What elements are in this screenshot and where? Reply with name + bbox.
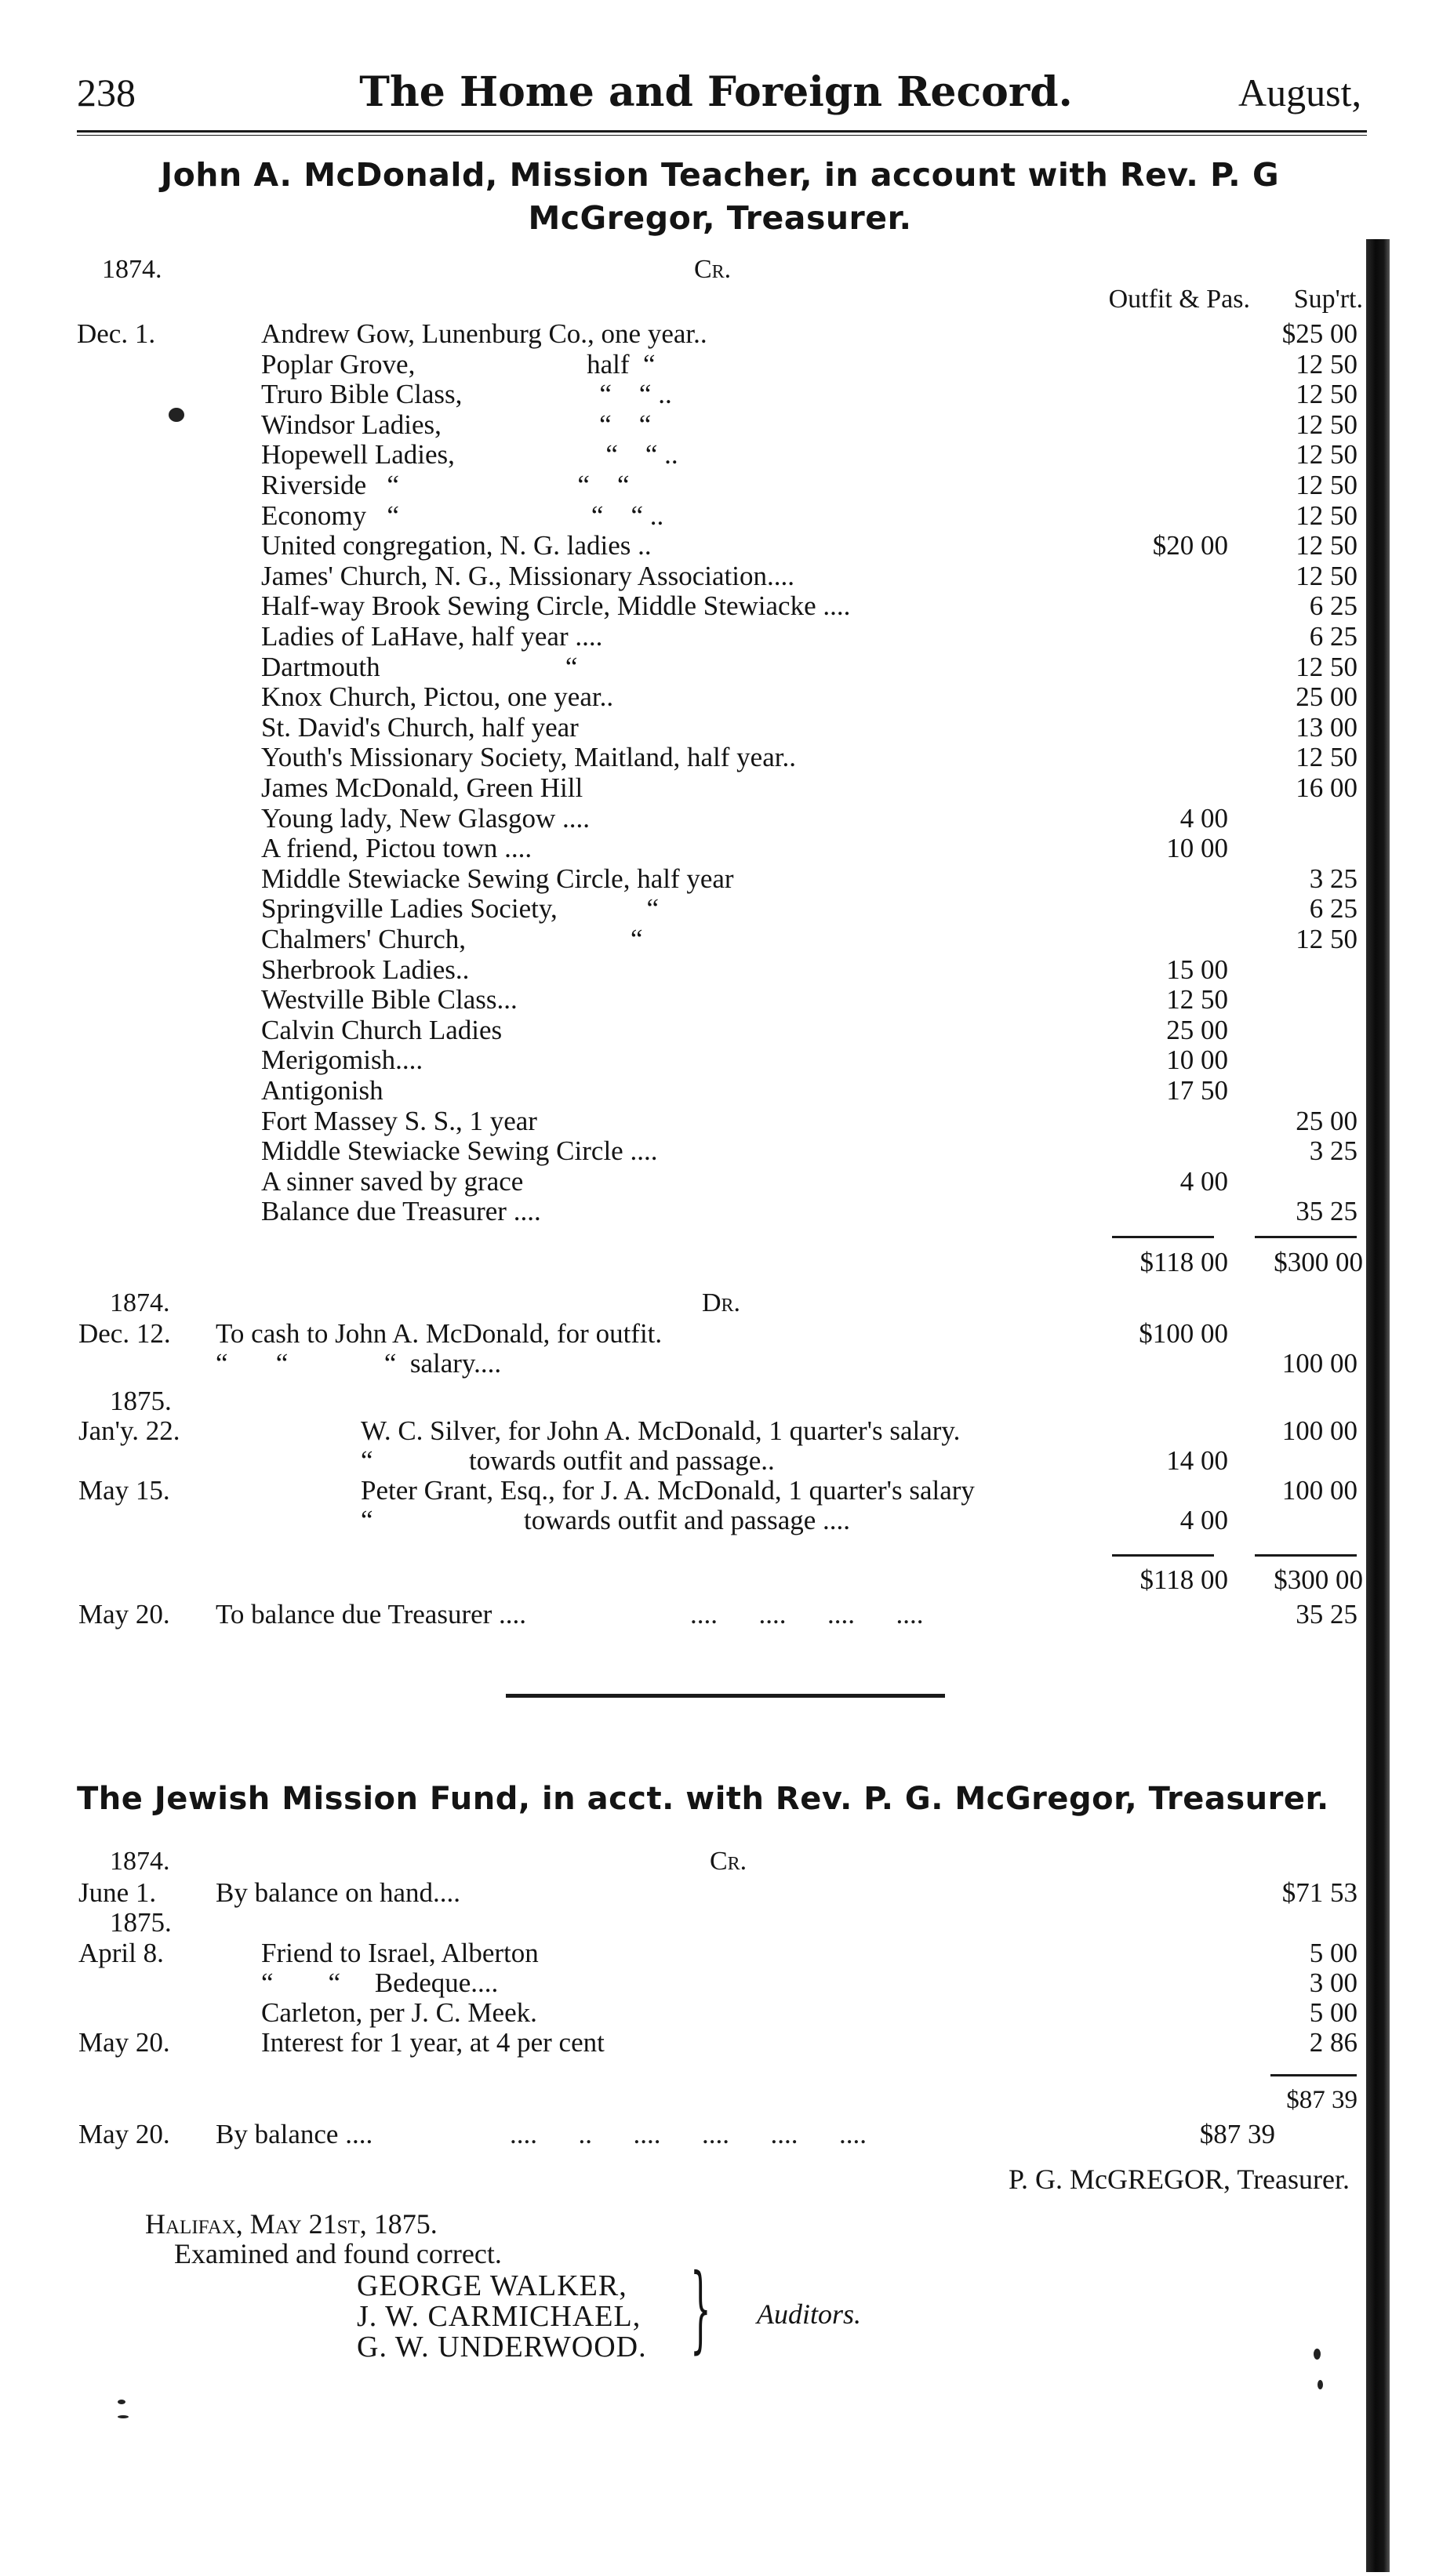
balance-date: May 20. [78,1599,170,1630]
auditor-2: J. W. CARMICHAEL, [357,2300,641,2333]
entry-support-amount: 6 25 [1309,893,1357,925]
cr-total-outfit: $118 00 [1139,1247,1228,1277]
entry-description: Youth's Missionary Society, Maitland, half year.. [261,742,796,773]
entry-outfit-amount: 4 00 [1179,1165,1228,1197]
jewish-title-text: The Jewish Mission Fund, in acct. with Rev. P. G. McGregor, Treasurer. [77,1781,1329,1817]
entry-description: Fort Massey S. S., 1 year [261,1105,537,1136]
mcdonald-title-line2: McGregor, Treasurer. [528,199,912,237]
cr-total-rule-outfit [1112,1236,1214,1238]
entry-date: Jan'y. 22. [78,1415,180,1446]
entry-date: May 20. [78,2027,170,2058]
entry-support-amount: 100 00 [1281,1415,1357,1446]
dot-leader: .... .. .... .... .... .... [510,2119,867,2149]
mcdonald-dr-year: 1874. [110,1288,170,1317]
jewish-row [0,1968,1432,1998]
auditors-label: Auditors. [757,2298,862,2330]
entry-support-amount: 12 50 [1296,348,1357,380]
jewish-total-rule [1270,2074,1357,2076]
credit-row [0,985,1432,1015]
credit-row [0,531,1432,561]
column-header-outfit: Outfit & Pas. [1108,285,1250,314]
auditors-brace: } [690,2254,711,2363]
debit-row [0,1506,1432,1535]
entry-amount: 3 00 [1309,1967,1357,1998]
entry-support-amount: $25 00 [1281,318,1357,349]
entry-description: Riverside “ “ “ [261,470,630,500]
entry-outfit-amount: 12 50 [1166,984,1228,1016]
auditor-1: GEORGE WALKER, [357,2269,627,2302]
entry-support-amount: 25 00 [1296,1105,1357,1136]
mcdonald-balance-row [0,1600,1432,1630]
debit-row [0,1319,1432,1349]
entry-amount: 5 00 [1309,1938,1357,1968]
debit-row [0,1446,1432,1476]
entry-support-amount: 6 25 [1309,590,1357,622]
credit-row [0,561,1432,591]
entry-description: W. C. Silver, for John A. McDonald, 1 quarter's salary. [361,1415,961,1446]
credit-row [0,1197,1432,1226]
entry-description: “ towards outfit and passage .... [361,1505,851,1535]
entry-description: Interest for 1 year, at 4 per cent [261,2027,605,2058]
ink-speck [1314,2349,1321,2360]
balance-desc: To balance due Treasurer .... [216,1599,527,1630]
entry-outfit-amount: 10 00 [1166,1045,1228,1076]
entry-support-amount: 100 00 [1281,1348,1357,1379]
credit-row [0,380,1432,409]
jewish-balance-row [0,2120,1432,2149]
entry-support-amount: 12 50 [1296,924,1357,954]
entry-date: April 8. [78,1938,164,1968]
entry-description: Truro Bible Class, “ “ .. [261,379,672,410]
mcdonald-account-title [77,154,1363,195]
entry-outfit-amount: 14 00 [1166,1445,1228,1476]
jewish-total: $87 39 [1286,2086,1357,2114]
entry-date: 1875. [110,1386,172,1416]
credit-row [0,743,1432,772]
entry-support-amount: 13 00 [1296,711,1357,743]
ink-speck [169,408,184,422]
entry-description: Peter Grant, Esq., for J. A. McDonald, 1 quarter's salary [361,1475,975,1506]
credit-row [0,804,1432,834]
ink-speck [1318,2380,1323,2389]
examined-note: Examined and found correct. [174,2238,502,2269]
jewish-balance-date: May 20. [78,2119,170,2149]
entry-description: St. David's Church, half year [261,711,579,743]
issue-month: August, [1238,71,1361,114]
debit-row [0,1416,1432,1446]
entry-description: Knox Church, Pictou, one year.. [261,681,614,713]
jewish-row [0,1998,1432,2028]
entry-date: Dec. 12. [78,1318,171,1349]
debit-row [0,1476,1432,1506]
entry-description: Friend to Israel, Alberton [261,1938,539,1968]
credit-row [0,350,1432,380]
journal-title: The Home and Foreign Record. [359,68,1073,116]
entry-outfit-amount: 4 00 [1179,1505,1228,1535]
entry-outfit-amount: $100 00 [1139,1318,1228,1349]
page-number: 238 [77,71,136,114]
entry-support-amount: 12 50 [1296,742,1357,773]
credit-row [0,652,1432,682]
credit-row [0,471,1432,500]
balance-amount: 35 25 [1296,1599,1357,1630]
jewish-row [0,1878,1432,1908]
credit-row [0,925,1432,954]
entry-description: A friend, Pictou town .... [261,833,532,864]
credit-row [0,1016,1432,1045]
entry-support-amount: 16 00 [1296,772,1357,803]
entry-date: May 15. [78,1475,170,1506]
mcdonald-cr-label: Cr. [694,255,732,284]
entry-description: Windsor Ladies, “ “ [261,409,652,440]
credit-row [0,410,1432,440]
debit-row [0,1349,1432,1379]
credit-row [0,1167,1432,1197]
treasurer-signature: P. G. McGREGOR, Treasurer. [1008,2164,1350,2195]
entry-support-amount: 12 50 [1296,379,1357,410]
cr-total-rule-support [1255,1236,1357,1238]
entry-description: Carleton, per J. C. Meek. [261,1997,537,2028]
entry-outfit-amount: 25 00 [1166,1014,1228,1045]
entry-amount: $71 53 [1281,1877,1357,1908]
entry-description: Ladies of LaHave, half year .... [261,621,603,652]
entry-description: To cash to John A. McDonald, for outfit. [216,1318,663,1349]
entry-support-amount: 12 50 [1296,439,1357,471]
entry-support-amount: 12 50 [1296,500,1357,531]
entry-description: Middle Stewiacke Sewing Circle, half year [261,863,734,894]
mcdonald-dr-label: Dr. [702,1288,741,1317]
entry-description: Merigomish.... [261,1045,423,1076]
scan-binding-shadow [1366,239,1390,2572]
entry-support-amount: 12 50 [1296,560,1357,591]
entry-description: “ “ “ salary.... [216,1348,502,1379]
credit-row [0,713,1432,743]
entry-description: Chalmers' Church, “ [261,924,643,954]
entry-description: Half-way Brook Sewing Circle, Middle Stewiacke .... [261,590,851,622]
credit-row [0,319,1432,349]
credit-row [0,1076,1432,1106]
entry-description: Poplar Grove, half “ [261,348,656,380]
entry-support-amount: 12 50 [1296,530,1357,561]
jewish-balance-desc: By balance .... [216,2119,373,2149]
entry-support-amount: 35 25 [1296,1196,1357,1227]
dr-total-rule-support [1255,1554,1357,1557]
entry-description: Middle Stewiacke Sewing Circle .... [261,1135,658,1167]
entry-date: June 1. [78,1877,157,1908]
credit-row [0,591,1432,621]
auditor-3: G. W. UNDERWOOD. [357,2331,647,2363]
mcdonald-account-title-2 [77,198,1363,238]
debit-row [0,1386,1432,1416]
credit-row [0,622,1432,652]
entry-amount: 5 00 [1309,1997,1357,2028]
entry-description: By balance on hand.... [216,1877,460,1908]
credit-row [0,682,1432,712]
entry-outfit-amount: 15 00 [1166,954,1228,985]
entry-description: Balance due Treasurer .... [261,1196,541,1227]
jewish-row [0,1938,1432,1968]
entry-description: Economy “ “ “ .. [261,500,664,531]
entry-description: Sherbrook Ladies.. [261,954,470,985]
entry-description: Springville Ladies Society, “ [261,893,660,925]
header-rule [77,130,1367,133]
entry-description: Andrew Gow, Lunenburg Co., one year.. [261,318,707,349]
jewish-row [0,1908,1432,1938]
entry-outfit-amount: 10 00 [1166,833,1228,864]
column-header-support: Sup'rt. [1293,285,1363,314]
credit-row [0,440,1432,470]
dot-leader: .... .... .... .... [690,1599,924,1630]
credit-row [0,773,1432,803]
ink-speck [118,2415,129,2418]
entry-description: A sinner saved by grace [261,1165,524,1197]
entry-description: Westville Bible Class... [261,984,518,1016]
credit-row [0,1045,1432,1075]
entry-description: “ “ Bedeque.... [261,1967,499,1998]
entry-date: 1875. [110,1907,172,1938]
ink-speck [118,2400,125,2404]
header-rule-thin [77,135,1367,136]
entry-support-amount: 12 50 [1296,470,1357,500]
section-divider [506,1694,945,1698]
entry-description: Calvin Church Ladies [261,1014,503,1045]
entry-description: Young lady, New Glasgow .... [261,802,591,834]
jewish-cr-label: Cr. [710,1847,747,1876]
place-date: Halifax, May 21st, 1875. [145,2208,438,2240]
entry-support-amount: 100 00 [1281,1475,1357,1506]
entry-support-amount: 6 25 [1309,621,1357,652]
entry-description: Dartmouth “ [261,651,578,682]
entry-support-amount: 25 00 [1296,681,1357,713]
dr-total-rule-outfit [1112,1554,1214,1557]
credit-row [0,1136,1432,1166]
entry-outfit-amount: $20 00 [1152,530,1228,561]
jewish-year: 1874. [110,1847,170,1876]
entry-description: Hopewell Ladies, “ “ .. [261,439,678,471]
credit-row [0,834,1432,863]
entry-support-amount: 3 25 [1309,863,1357,894]
credit-row [0,864,1432,894]
cr-total-support: $300 00 [1274,1247,1363,1277]
entry-description: “ towards outfit and passage.. [361,1445,775,1476]
entry-date: Dec. 1. [77,318,156,349]
mcdonald-title-line1: John A. McDonald, Mission Teacher, in account with Rev. P. G [160,156,1280,194]
dr-total-outfit: $118 00 [1139,1564,1228,1595]
jewish-fund-title [77,1778,1363,1819]
entry-description: Antigonish [261,1075,383,1106]
entry-description: James McDonald, Green Hill [261,772,583,803]
dr-total-support: $300 00 [1274,1564,1363,1595]
entry-support-amount: 3 25 [1309,1135,1357,1167]
entry-amount: 2 86 [1309,2027,1357,2058]
mcdonald-cr-year: 1874. [102,255,162,284]
entry-outfit-amount: 4 00 [1179,802,1228,834]
entry-support-amount: 12 50 [1296,409,1357,440]
credit-row [0,955,1432,985]
jewish-row [0,2028,1432,2058]
credit-row [0,501,1432,531]
entry-description: United congregation, N. G. ladies .. [261,530,652,561]
jewish-balance-amount: $87 39 [1199,2119,1275,2149]
entry-outfit-amount: 17 50 [1166,1075,1228,1106]
entry-support-amount: 12 50 [1296,651,1357,682]
entry-description: James' Church, N. G., Missionary Association.... [261,560,795,591]
credit-row [0,1106,1432,1136]
credit-row [0,894,1432,924]
